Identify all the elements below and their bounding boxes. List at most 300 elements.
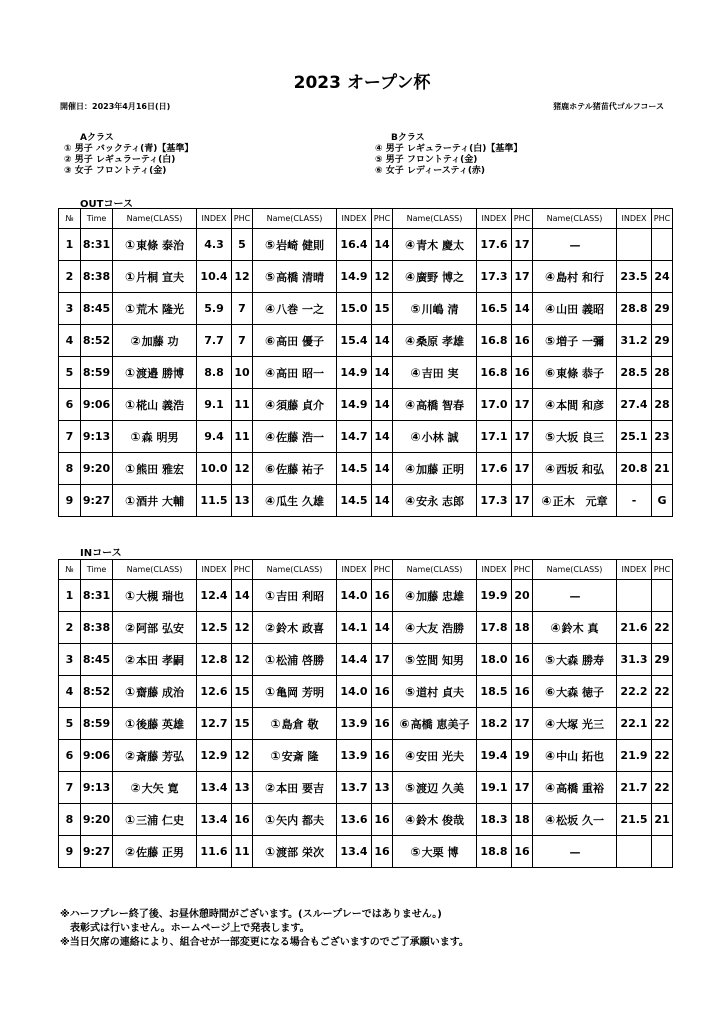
column-header: Name(CLASS) bbox=[393, 209, 477, 229]
player-index: 13.6 bbox=[337, 804, 372, 836]
class-mark: ⑤ bbox=[404, 684, 416, 699]
player-phc: 15 bbox=[232, 708, 253, 740]
player-index: 14.9 bbox=[337, 389, 372, 421]
player-index: 13.4 bbox=[197, 804, 232, 836]
player-index: 9.1 bbox=[197, 389, 232, 421]
player-name-cell bbox=[113, 836, 197, 868]
player-index: 15.0 bbox=[337, 293, 372, 325]
class-mark: ② bbox=[264, 620, 276, 635]
group-number: 7 bbox=[59, 772, 81, 804]
column-header: Time bbox=[81, 560, 113, 580]
player-phc: 28 bbox=[652, 389, 673, 421]
player-name-cell bbox=[393, 676, 477, 708]
table-row bbox=[59, 644, 673, 676]
player-name: 笠間 知男 bbox=[416, 653, 464, 667]
player-name: 阿部 弘安 bbox=[136, 621, 184, 635]
player-name-cell bbox=[253, 229, 337, 261]
class-mark: ② bbox=[124, 748, 136, 763]
player-name-cell bbox=[393, 293, 477, 325]
class-a-header: Aクラス bbox=[80, 133, 114, 143]
class-mark: ④ bbox=[550, 620, 561, 635]
tee-time: 8:31 bbox=[81, 229, 113, 261]
class-item: ② 男子 レギュラーティ(白) bbox=[64, 155, 176, 165]
player-phc: 14 bbox=[372, 325, 393, 357]
player-index: 31.2 bbox=[617, 325, 652, 357]
class-mark: ④ bbox=[404, 269, 416, 284]
class-mark: ④ bbox=[264, 429, 276, 444]
player-name-cell bbox=[533, 325, 617, 357]
player-name-cell bbox=[113, 293, 197, 325]
class-mark: ⑤ bbox=[544, 652, 556, 667]
player-index: 18.5 bbox=[477, 676, 512, 708]
column-header: Name(CLASS) bbox=[253, 560, 337, 580]
player-name: 廣野 博之 bbox=[416, 270, 464, 284]
player-index bbox=[617, 580, 652, 612]
class-mark: ⑤ bbox=[410, 301, 421, 316]
player-name-cell bbox=[253, 485, 337, 517]
player-phc: 22 bbox=[652, 740, 673, 772]
player-index: 22.1 bbox=[617, 708, 652, 740]
player-name-cell bbox=[533, 357, 617, 389]
player-name: 熊田 雅宏 bbox=[136, 462, 184, 476]
player-name-cell bbox=[253, 261, 337, 293]
player-index: 16.5 bbox=[477, 293, 512, 325]
player-name-cell bbox=[533, 293, 617, 325]
player-name-cell bbox=[533, 580, 617, 612]
player-name: 本田 要吉 bbox=[276, 781, 324, 795]
player-phc: 17 bbox=[372, 644, 393, 676]
class-mark: ④ bbox=[264, 365, 276, 380]
player-name: 加藤 功 bbox=[141, 334, 179, 348]
player-name-cell bbox=[253, 644, 337, 676]
player-index: 15.4 bbox=[337, 325, 372, 357]
class-mark: ⑤ bbox=[544, 333, 556, 348]
player-name-cell bbox=[113, 676, 197, 708]
column-header: INDEX bbox=[197, 560, 232, 580]
tee-time: 8:45 bbox=[81, 644, 113, 676]
player-name: — bbox=[569, 589, 581, 603]
player-index: 5.9 bbox=[197, 293, 232, 325]
player-phc: 17 bbox=[512, 261, 533, 293]
class-mark: ① bbox=[124, 301, 136, 316]
player-index: 12.8 bbox=[197, 644, 232, 676]
player-index: 12.6 bbox=[197, 676, 232, 708]
player-phc: 29 bbox=[652, 293, 673, 325]
player-name: 加藤 正明 bbox=[416, 462, 464, 476]
table-row bbox=[59, 261, 673, 293]
player-index: 18.0 bbox=[477, 644, 512, 676]
class-mark: ④ bbox=[404, 461, 416, 476]
player-name: 安斎 隆 bbox=[281, 749, 319, 763]
class-mark: ⑤ bbox=[404, 652, 416, 667]
footer-notes bbox=[60, 908, 469, 950]
player-name: 大槻 瑞也 bbox=[136, 589, 184, 603]
class-mark: ④ bbox=[264, 301, 276, 316]
player-name-cell bbox=[253, 580, 337, 612]
player-name: — bbox=[569, 845, 581, 859]
player-name-cell bbox=[533, 421, 617, 453]
player-phc: 15 bbox=[372, 293, 393, 325]
tee-time: 8:59 bbox=[81, 357, 113, 389]
player-name-cell bbox=[253, 421, 337, 453]
group-number: 8 bbox=[59, 453, 81, 485]
player-name-cell bbox=[533, 772, 617, 804]
player-phc: 12 bbox=[232, 740, 253, 772]
player-name-cell bbox=[533, 261, 617, 293]
player-name: 松坂 久一 bbox=[556, 813, 604, 827]
player-name: 齋藤 成治 bbox=[136, 685, 184, 699]
in-course-table bbox=[58, 559, 673, 868]
player-name-cell bbox=[393, 389, 477, 421]
player-index: 17.8 bbox=[477, 612, 512, 644]
player-name: 安田 光夫 bbox=[416, 749, 464, 763]
player-name-cell bbox=[113, 389, 197, 421]
player-name-cell bbox=[533, 676, 617, 708]
player-name: 鈴木 俊哉 bbox=[416, 813, 464, 827]
class-mark: ① bbox=[264, 812, 276, 827]
player-index bbox=[617, 229, 652, 261]
class-mark: ① bbox=[264, 844, 276, 859]
class-mark: ④ bbox=[541, 493, 552, 508]
class-mark: ④ bbox=[404, 237, 416, 252]
column-header: PHC bbox=[512, 209, 533, 229]
player-name-cell bbox=[253, 612, 337, 644]
player-name: 西坂 和弘 bbox=[556, 462, 604, 476]
note-line: ※ハーフプレー終了後、お昼休憩時間がございます。(スループレーではありません。) bbox=[60, 909, 442, 920]
table-row bbox=[59, 580, 673, 612]
class-mark: ① bbox=[124, 461, 136, 476]
player-phc: 14 bbox=[372, 612, 393, 644]
player-phc: 17 bbox=[512, 708, 533, 740]
column-header: PHC bbox=[652, 560, 673, 580]
table-row bbox=[59, 293, 673, 325]
player-name: 大森 勝寿 bbox=[556, 653, 604, 667]
venue-name: 猪鹿ホテル猪苗代ゴルフコース bbox=[553, 102, 664, 111]
player-index: 28.5 bbox=[617, 357, 652, 389]
player-name-cell bbox=[533, 644, 617, 676]
player-phc: 17 bbox=[512, 453, 533, 485]
player-name: 高橋 重裕 bbox=[556, 781, 604, 795]
player-name: 高橋 清晴 bbox=[276, 270, 324, 284]
class-mark: ④ bbox=[404, 620, 416, 635]
table-row bbox=[59, 740, 673, 772]
class-mark: ④ bbox=[544, 812, 556, 827]
player-index: 22.2 bbox=[617, 676, 652, 708]
table-row bbox=[59, 453, 673, 485]
player-name: 吉田 実 bbox=[421, 366, 459, 380]
column-header: INDEX bbox=[197, 209, 232, 229]
player-index: 19.4 bbox=[477, 740, 512, 772]
player-phc: 7 bbox=[232, 325, 253, 357]
class-mark: ⑤ bbox=[264, 237, 276, 252]
player-name-cell bbox=[113, 485, 197, 517]
player-name: 渡部 栄次 bbox=[276, 845, 324, 859]
table-row bbox=[59, 836, 673, 868]
class-mark: ① bbox=[270, 716, 281, 731]
player-name-cell bbox=[253, 325, 337, 357]
player-name-cell bbox=[393, 261, 477, 293]
player-index: 13.9 bbox=[337, 708, 372, 740]
player-name-cell bbox=[113, 357, 197, 389]
player-index: 19.1 bbox=[477, 772, 512, 804]
class-mark: ② bbox=[124, 652, 136, 667]
player-name-cell bbox=[253, 453, 337, 485]
player-name-cell bbox=[113, 612, 197, 644]
player-name-cell bbox=[113, 580, 197, 612]
player-index: 10.0 bbox=[197, 453, 232, 485]
class-mark: ① bbox=[124, 716, 136, 731]
player-name-cell bbox=[393, 357, 477, 389]
player-name-cell bbox=[253, 740, 337, 772]
player-index: 13.9 bbox=[337, 740, 372, 772]
player-phc: 14 bbox=[372, 421, 393, 453]
player-phc: 16 bbox=[372, 836, 393, 868]
player-phc: 29 bbox=[652, 325, 673, 357]
group-number: 2 bbox=[59, 261, 81, 293]
column-header: PHC bbox=[232, 560, 253, 580]
player-index: - bbox=[617, 485, 652, 517]
player-name: 斎藤 芳弘 bbox=[136, 749, 184, 763]
column-header: PHC bbox=[512, 560, 533, 580]
player-name-cell bbox=[113, 772, 197, 804]
player-index: 17.3 bbox=[477, 261, 512, 293]
table-row bbox=[59, 676, 673, 708]
player-name: 後藤 英雄 bbox=[136, 717, 184, 731]
player-name-cell bbox=[113, 708, 197, 740]
class-mark: ④ bbox=[544, 397, 556, 412]
table-row bbox=[59, 325, 673, 357]
player-name-cell bbox=[393, 325, 477, 357]
player-phc: 22 bbox=[652, 612, 673, 644]
player-phc bbox=[652, 229, 673, 261]
player-phc: 12 bbox=[232, 453, 253, 485]
class-mark: ④ bbox=[404, 333, 416, 348]
class-mark: ⑤ bbox=[404, 780, 416, 795]
column-header: Name(CLASS) bbox=[533, 560, 617, 580]
player-index: 27.4 bbox=[617, 389, 652, 421]
player-phc: 12 bbox=[232, 261, 253, 293]
header-row bbox=[59, 209, 673, 229]
column-header: Name(CLASS) bbox=[113, 560, 197, 580]
player-index: 18.2 bbox=[477, 708, 512, 740]
class-b-header: Bクラス bbox=[391, 133, 425, 143]
class-mark: ④ bbox=[544, 716, 556, 731]
class-item: ④ 男子 レギュラーティ(白)【基準】 bbox=[375, 144, 523, 154]
player-name: 正木 元章 bbox=[552, 494, 608, 508]
player-name-cell bbox=[533, 740, 617, 772]
player-index: 14.9 bbox=[337, 357, 372, 389]
player-name-cell bbox=[253, 836, 337, 868]
player-index: 17.6 bbox=[477, 453, 512, 485]
tee-time: 8:38 bbox=[81, 612, 113, 644]
player-index: 16.4 bbox=[337, 229, 372, 261]
class-mark: ⑥ bbox=[399, 716, 410, 731]
class-mark: ② bbox=[124, 844, 136, 859]
class-mark: ④ bbox=[404, 493, 416, 508]
player-name: 渡邉 勝博 bbox=[136, 366, 184, 380]
player-name: 東條 泰治 bbox=[136, 238, 184, 252]
player-index: 31.3 bbox=[617, 644, 652, 676]
player-index: 21.9 bbox=[617, 740, 652, 772]
class-mark: ④ bbox=[544, 269, 556, 284]
class-mark: ⑥ bbox=[544, 684, 556, 699]
player-name-cell bbox=[533, 229, 617, 261]
table-row bbox=[59, 485, 673, 517]
tee-time: 8:31 bbox=[81, 580, 113, 612]
tee-time: 9:20 bbox=[81, 453, 113, 485]
class-mark: ⑥ bbox=[544, 365, 556, 380]
table-row bbox=[59, 772, 673, 804]
player-name: 瓜生 久雄 bbox=[276, 494, 324, 508]
class-mark: ② bbox=[130, 780, 141, 795]
class-mark: ① bbox=[124, 397, 136, 412]
class-mark: ④ bbox=[404, 588, 416, 603]
player-name-cell bbox=[533, 485, 617, 517]
group-number: 7 bbox=[59, 421, 81, 453]
player-index: 21.5 bbox=[617, 804, 652, 836]
player-name: 川嶋 清 bbox=[421, 302, 459, 316]
player-phc: 14 bbox=[372, 485, 393, 517]
player-index: 21.6 bbox=[617, 612, 652, 644]
class-mark: ② bbox=[124, 620, 136, 635]
player-phc: 17 bbox=[512, 229, 533, 261]
player-name: 道村 貞夫 bbox=[416, 685, 464, 699]
column-header: Name(CLASS) bbox=[113, 209, 197, 229]
class-mark: ④ bbox=[544, 780, 556, 795]
group-number: 5 bbox=[59, 708, 81, 740]
table-row bbox=[59, 804, 673, 836]
tee-time: 9:27 bbox=[81, 485, 113, 517]
class-mark: ② bbox=[130, 333, 141, 348]
player-phc: 21 bbox=[652, 804, 673, 836]
player-index: 14.1 bbox=[337, 612, 372, 644]
player-name: 高橋 恵美子 bbox=[410, 717, 470, 731]
player-name-cell bbox=[253, 708, 337, 740]
player-phc: 11 bbox=[232, 421, 253, 453]
player-index: 19.9 bbox=[477, 580, 512, 612]
out-course-label: OUTコース bbox=[80, 199, 133, 210]
player-phc: 14 bbox=[372, 389, 393, 421]
class-mark: ① bbox=[124, 684, 136, 699]
player-phc: 18 bbox=[512, 612, 533, 644]
player-name: 鈴木 政喜 bbox=[276, 621, 324, 635]
class-mark: ④ bbox=[410, 365, 421, 380]
player-phc: 29 bbox=[652, 644, 673, 676]
player-phc: 17 bbox=[512, 772, 533, 804]
player-name-cell bbox=[113, 421, 197, 453]
class-mark: ④ bbox=[544, 461, 556, 476]
column-header: Name(CLASS) bbox=[533, 209, 617, 229]
player-name-cell bbox=[533, 804, 617, 836]
player-name: 大森 徳子 bbox=[556, 685, 604, 699]
player-index: 17.3 bbox=[477, 485, 512, 517]
table-row bbox=[59, 229, 673, 261]
tee-time: 8:38 bbox=[81, 261, 113, 293]
player-phc: 16 bbox=[372, 708, 393, 740]
column-header: № bbox=[59, 560, 81, 580]
player-name-cell bbox=[393, 708, 477, 740]
table-row bbox=[59, 708, 673, 740]
player-name: 島倉 敬 bbox=[281, 717, 319, 731]
class-mark: ② bbox=[264, 780, 276, 795]
player-index: 17.0 bbox=[477, 389, 512, 421]
player-name: 椛山 義浩 bbox=[136, 398, 184, 412]
player-name: 佐藤 浩一 bbox=[276, 430, 324, 444]
group-number: 4 bbox=[59, 325, 81, 357]
player-index: 14.4 bbox=[337, 644, 372, 676]
player-phc: 14 bbox=[372, 229, 393, 261]
player-name: 高橋 智春 bbox=[416, 398, 464, 412]
player-phc: 20 bbox=[512, 580, 533, 612]
player-phc: 7 bbox=[232, 293, 253, 325]
player-name: 大栗 博 bbox=[421, 845, 459, 859]
player-index: 23.5 bbox=[617, 261, 652, 293]
class-mark: ④ bbox=[264, 493, 276, 508]
player-phc: 16 bbox=[232, 804, 253, 836]
player-phc: 15 bbox=[232, 676, 253, 708]
player-name: 佐藤 祐子 bbox=[276, 462, 324, 476]
player-name: 岩崎 健則 bbox=[276, 238, 324, 252]
column-header: INDEX bbox=[477, 209, 512, 229]
player-phc: 22 bbox=[652, 708, 673, 740]
player-name: 大友 浩勝 bbox=[416, 621, 464, 635]
class-item: ③ 女子 フロントティ(金) bbox=[64, 166, 167, 176]
player-name: 小林 誠 bbox=[421, 430, 459, 444]
player-name-cell bbox=[393, 804, 477, 836]
player-index: 12.7 bbox=[197, 708, 232, 740]
player-name: 桑原 孝雄 bbox=[416, 334, 464, 348]
class-mark: ④ bbox=[404, 397, 416, 412]
column-header: INDEX bbox=[617, 209, 652, 229]
player-name: 酒井 大輔 bbox=[136, 494, 184, 508]
class-mark: ① bbox=[130, 429, 141, 444]
player-name: 中山 拓也 bbox=[556, 749, 604, 763]
player-phc: 14 bbox=[372, 453, 393, 485]
table-row bbox=[59, 357, 673, 389]
class-b-legend bbox=[375, 133, 522, 177]
class-mark: ④ bbox=[410, 429, 421, 444]
player-name-cell bbox=[393, 644, 477, 676]
class-mark: ④ bbox=[264, 397, 276, 412]
player-name: 高田 昭一 bbox=[276, 366, 324, 380]
player-phc bbox=[652, 580, 673, 612]
player-name: 本田 孝嗣 bbox=[136, 653, 184, 667]
player-index: 11.5 bbox=[197, 485, 232, 517]
class-mark: ① bbox=[264, 684, 276, 699]
column-header: PHC bbox=[372, 209, 393, 229]
player-index: 11.6 bbox=[197, 836, 232, 868]
player-index: 20.8 bbox=[617, 453, 652, 485]
player-phc: 5 bbox=[232, 229, 253, 261]
player-phc: 16 bbox=[512, 676, 533, 708]
player-phc: 16 bbox=[372, 676, 393, 708]
column-header: INDEX bbox=[477, 560, 512, 580]
player-name: 島村 和行 bbox=[556, 270, 604, 284]
player-phc: G bbox=[652, 485, 673, 517]
player-phc: 13 bbox=[372, 772, 393, 804]
player-name-cell bbox=[113, 325, 197, 357]
player-name-cell bbox=[253, 676, 337, 708]
column-header: INDEX bbox=[337, 209, 372, 229]
player-name: 亀岡 芳明 bbox=[276, 685, 324, 699]
player-name-cell bbox=[253, 772, 337, 804]
table-row bbox=[59, 612, 673, 644]
player-phc: 14 bbox=[232, 580, 253, 612]
player-phc: 24 bbox=[652, 261, 673, 293]
class-mark: ① bbox=[124, 269, 136, 284]
tee-time: 8:52 bbox=[81, 325, 113, 357]
player-index bbox=[617, 836, 652, 868]
